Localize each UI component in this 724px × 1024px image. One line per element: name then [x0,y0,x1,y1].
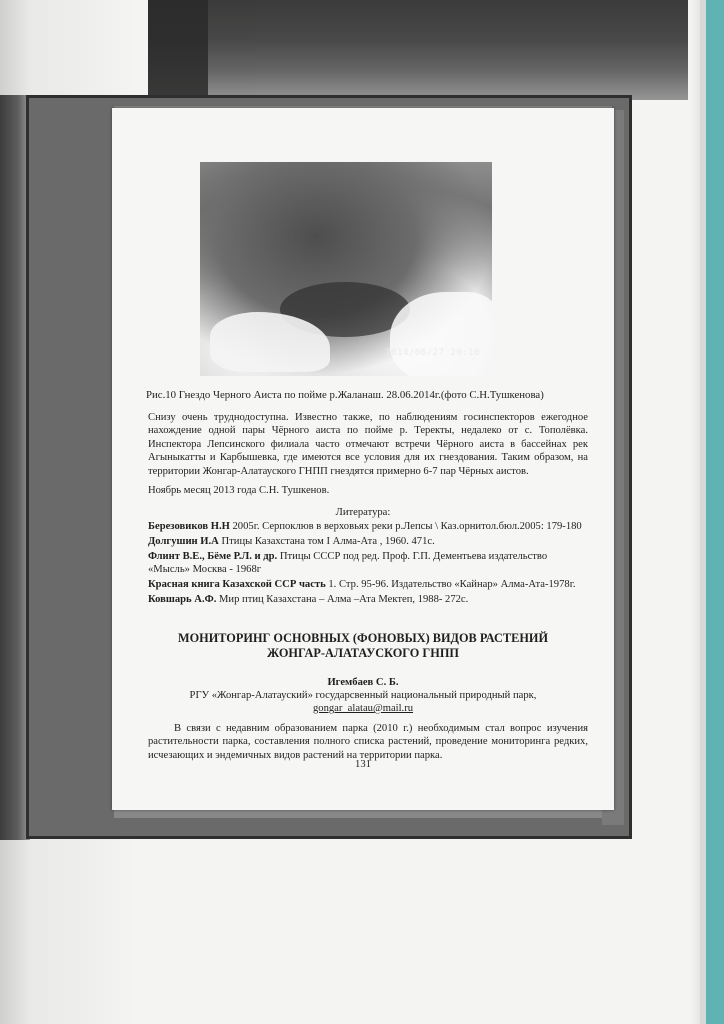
reference-text: Птицы Казахстана том I Алма-Ата , 1960. 471с. [218,535,435,547]
page-number: 131 [355,759,371,770]
references-list [148,520,588,608]
reference-item [148,520,588,533]
reference-text: Птицы СССР под ред. Проф. Г.П. Дементьева издательство «Мысль» Москва - 1968г [148,550,548,576]
article-email: gongar_alatau@mail.ru [312,703,414,714]
article-title-line: ЖОНГАР-АЛАТАУСКОГО ГНПП [267,645,459,660]
reference-item [148,550,588,577]
reference-author: Красная книга Казахской ССР часть [148,579,326,591]
nest-photo [200,162,492,376]
references-title: Литература: [335,507,391,518]
reference-author: Долгушин И.А [148,535,219,547]
signature-line: Ноябрь месяц 2013 года С.Н. Тушкенов. [148,485,330,496]
paragraph-text: Снизу очень труднодоступна. Известно также, по наблюдениям госинспекторов ежегодное нахождение одной пары Чёрного аиста по пойме р. Теректы, недалеко от с. Тополёвка. Инспектора Лепсинского филиала часто отмечают встречи Чёрного аиста в бассейнах рек Агыныкатты и Карбышевка, где имеются все условия для их гнездования. Таким образом, на территории Жонгар-Алатауского ГНПП гнездятся примерно 6-7 пар Чёрных аистов. [148,412,588,477]
article-organization: РГУ «Жонгар-Алатауский» государсвенный национальный природный парк, [189,690,537,701]
reference-author: Ковшарь А.Ф. [148,594,217,606]
article-author: Игембаев С. Б. [327,677,399,688]
body-paragraph [148,411,588,478]
photo-highlight [390,292,492,376]
scan-top-shadow [148,0,688,100]
photo-timestamp: 2014/06/27 20:10 [385,348,480,358]
reference-author: Березовиков Н.Н [148,521,230,532]
reference-author: Флинт В.Е., Бёме Р.Л. и др. [148,550,278,562]
article-intro: В связи с недавним образованием парка (2010 г.) необходимым стал вопрос изучения растительности парка, составления полного списка растений, проведение мониторинга редких, исчезающих и эндемичных видов растений на территории парка. [148,723,588,761]
reference-item [148,535,588,548]
reference-text: 2005г. Серпоклюв в верховьях реки р.Лепсы \ Каз.орнитол.бюл.2005: 179-180 [229,521,582,532]
book-page [112,108,614,810]
reference-item [148,578,588,591]
scanner-edge-strip [706,0,724,1024]
reference-text: Мир птиц Казахстана – Алма –Ата Мектеп, 1988- 272с. [216,594,469,606]
article-title [112,631,614,660]
reference-text: 1. Стр. 95-96. Издательство «Кайнар» Алма-Ата-1978г. [325,579,576,591]
article-title-line: МОНИТОРИНГ ОСНОВНЫХ (ФОНОВЫХ) ВИДОВ РАСТЕНИЙ [177,631,549,645]
figure-caption: Рис.10 Гнездо Черного Аиста по пойме р.Жаланаш. 28.06.2014г.(фото С.Н.Тушкенова) [146,389,544,401]
reference-item [148,593,588,606]
